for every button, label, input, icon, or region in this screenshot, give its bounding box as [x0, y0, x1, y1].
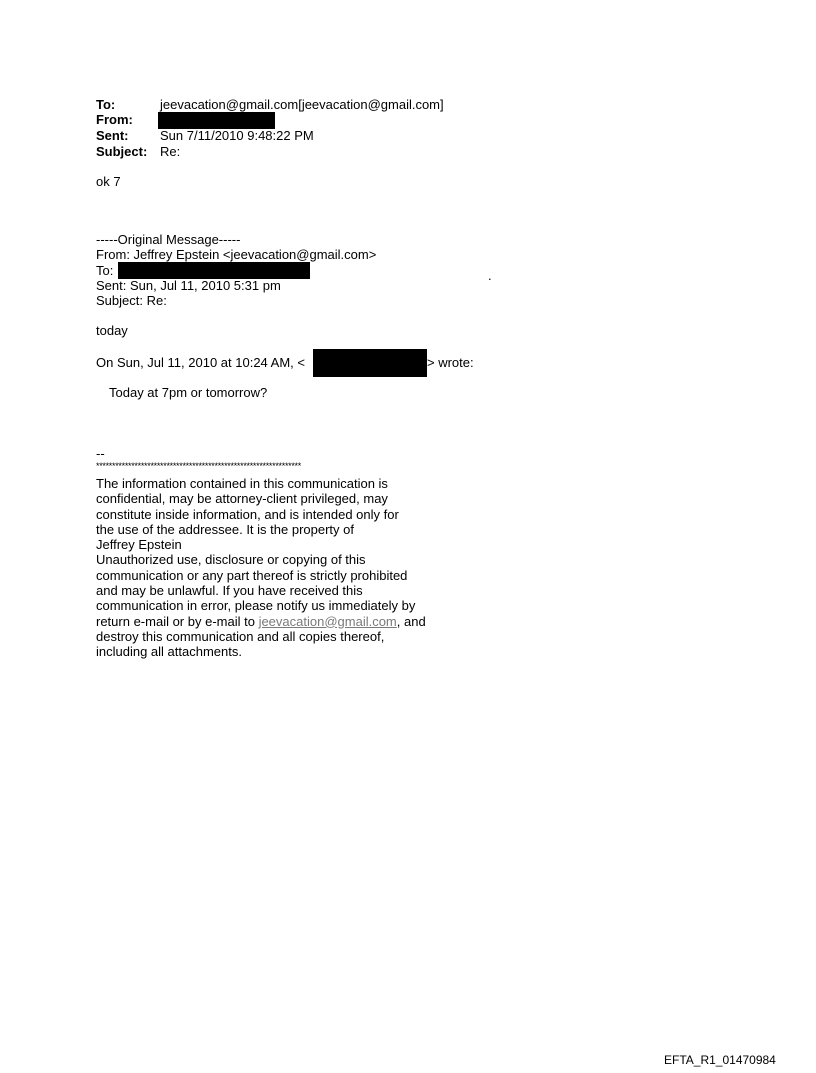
document-id: EFTA_R1_01470984	[664, 1053, 776, 1067]
original-body: today	[96, 323, 128, 338]
signature-dashes: --	[96, 446, 105, 461]
to-value: jeevacation@gmail.com[jeevacation@gmail.com]	[160, 97, 444, 112]
original-to: To:	[96, 263, 114, 278]
quoted-text: Today at 7pm or tomorrow?	[109, 385, 268, 400]
quote-intro-before: On Sun, Jul 11, 2010 at 10:24 AM, <	[96, 355, 305, 370]
email-link[interactable]: jeevacation@gmail.com	[258, 613, 397, 629]
disclaimer-text-start: The information contained in this communication is confidential, may be attorney-client privileged, may constitute inside information, and is intended only for the use of the addressee. It is the property of Jeffrey Epstein Unauthorized use, disclosure or copying of this communication or any part thereof is strictly prohibited and may be unlawful. If you have received this communication in error, please notify us immediately by return e-mail or by e-mail to	[96, 476, 416, 629]
to-label: To:	[96, 97, 116, 112]
original-subject: Subject: Re:	[96, 293, 167, 308]
original-sent: Sent: Sun, Jul 11, 2010 5:31 pm	[96, 278, 281, 293]
original-separator: -----Original Message-----	[96, 232, 241, 247]
disclaimer-text-end: , and destroy this communication and all copies thereof, including all attachments.	[96, 613, 426, 660]
original-from: From: Jeffrey Epstein <jeevacation@gmail.com>	[96, 247, 377, 262]
subject-value: Re:	[160, 144, 181, 159]
signature-stars: ****************************************************************	[96, 461, 301, 471]
stray-mark: .	[488, 268, 492, 283]
sent-label: Sent:	[96, 128, 129, 143]
quote-sender-redaction	[313, 349, 427, 377]
quote-intro-after: > wrote:	[427, 355, 474, 370]
subject-label: Subject:	[96, 144, 148, 159]
original-to-redaction	[118, 262, 310, 279]
reply-body: ok 7	[96, 174, 121, 189]
sent-value: Sun 7/11/2010 9:48:22 PM	[160, 128, 314, 143]
from-label: From:	[96, 112, 133, 127]
confidentiality-disclaimer	[96, 476, 426, 660]
from-redaction	[158, 112, 275, 129]
